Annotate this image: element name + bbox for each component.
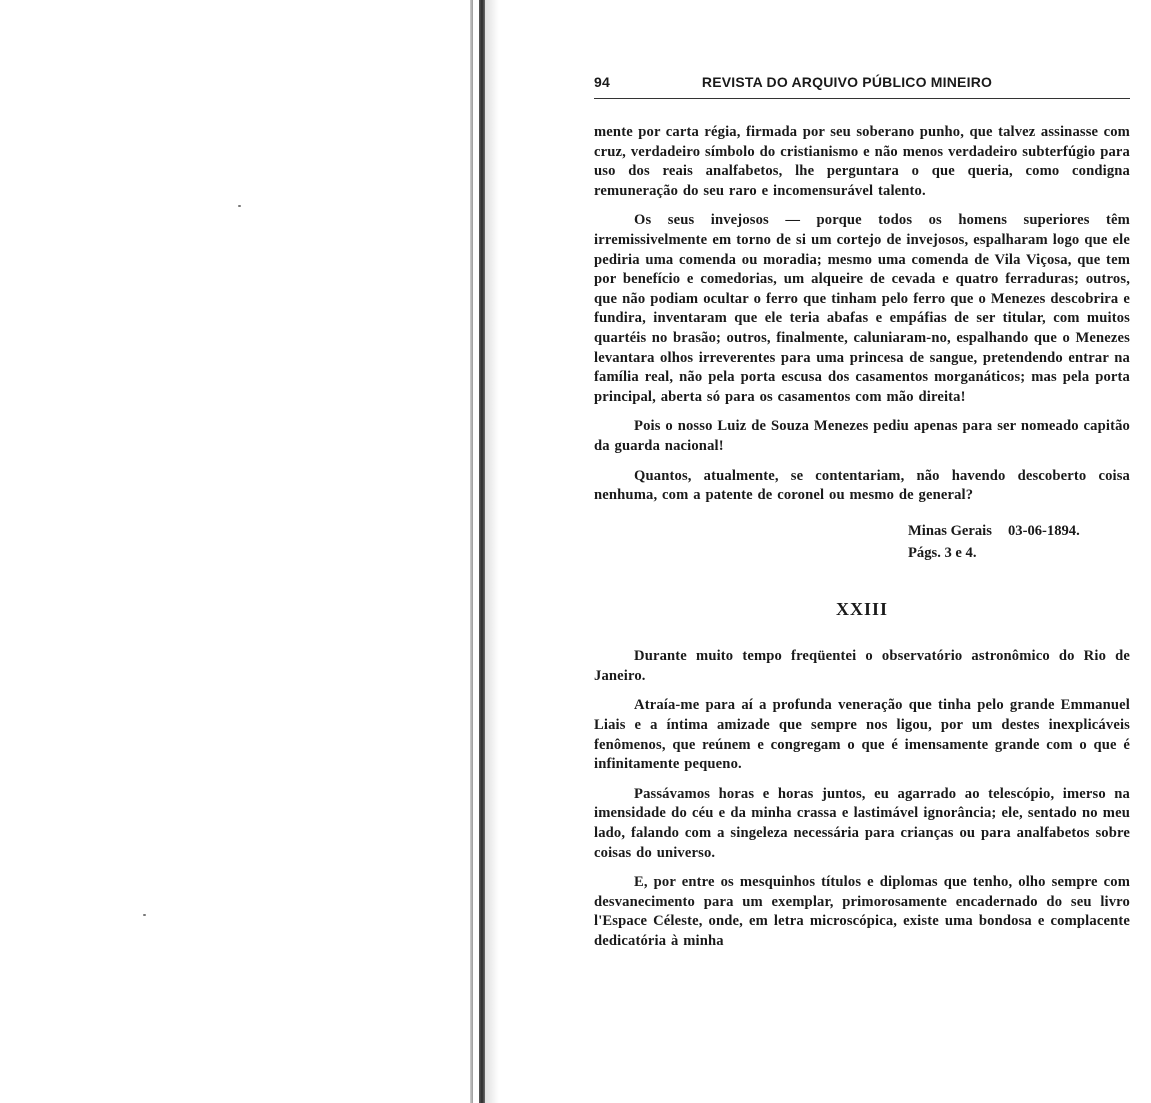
source-date: 03-06-1894. bbox=[1008, 522, 1080, 539]
paragraph-1: mente por carta régia, firmada por seu soberano punho, que talvez assinasse com cruz, verdadeiro símbolo do cristianismo e não menos verdadeiro subterfúgio para uso dos reais analfabetos, lhe perguntara o que queria, como condigna remuneração do seu raro e incomensurável talento. bbox=[594, 124, 1130, 199]
gutter-shadow bbox=[485, 0, 499, 1103]
page-body bbox=[594, 123, 1130, 952]
paragraph-7: Passávamos horas e horas juntos, eu agarrado ao telescópio, imerso na imensidade do céu e da minha crassa e lastimável ignorância; ele, sentado no meu lado, falando com a singeleza necessária para crianças ou para analfabetos sobre coisas do universo. bbox=[594, 785, 1130, 861]
paragraph-3: Pois o nosso Luiz de Souza Menezes pediu apenas para ser nomeado capitão da guarda nacional! bbox=[594, 418, 1130, 454]
book-page bbox=[594, 74, 1130, 962]
paragraph-4: Quantos, atualmente, se contentariam, não havendo descoberto coisa nenhuma, com a patente de coronel ou mesmo de general? bbox=[594, 467, 1130, 504]
paragraph-6: Atraía-me para aí a profunda veneração que tinha pelo grande Emmanuel Liais e a íntima amizade que sempre nos ligou, por um destes inexplicáveis fenômenos, que reúnem e congregam o que é imensamente grande com o que é infinitamente pequeno. bbox=[594, 697, 1130, 773]
page-number: 94 bbox=[594, 74, 610, 90]
paragraph-8: E, por entre os mesquinhos títulos e diplomas que tenho, olho sempre com desvanecimento para um exemplar, primorosamente encadernado do seu livro l'Espace Céleste, onde, em letra microscópica, existe uma bondosa e complacente dedicatória à minha bbox=[594, 874, 1130, 949]
paragraph-2: Os seus invejosos — porque todos os homens superiores têm irremissivelmente em torno de si um cortejo de invejosos, espalharam logo que ele pediria uma comenda ou moradia; mesmo uma comenda de Vila Viçosa, que tem por benefício e comedorias, um alqueire de cevada e quatro ferraduras; outros, que não podiam ocultar o ferro que tinham pelo ferro que o Menezes descobrira e fundira, inventaram que ele teria abafas e empáfias de ser titular, com muitos quartéis no brasão; outros, finalmente, caluniaram-no, espalhando que o Menezes levantara olhos irreverentes para uma princesa de sangue, pretendendo entrar na família real, não pela porta escusa dos casamentos morganáticos; mas pela porta principal, aberta só para os casamentos com mão direita! bbox=[594, 212, 1130, 405]
journal-title: REVISTA DO ARQUIVO PÚBLICO MINEIRO bbox=[701, 74, 993, 90]
running-head bbox=[594, 74, 1130, 99]
source-name: Minas Gerais bbox=[908, 522, 992, 539]
source-pages: Págs. 3 e 4. bbox=[908, 544, 977, 561]
book-gutter-outer bbox=[470, 0, 473, 1103]
paper-speck bbox=[143, 914, 146, 916]
chapter-heading: XXIII bbox=[835, 598, 888, 619]
source-signoff bbox=[908, 520, 1130, 564]
paper-speck bbox=[238, 205, 241, 207]
paragraph-5: Durante muito tempo freqüentei o observatório astronômico do Rio de Janeiro. bbox=[594, 648, 1130, 684]
